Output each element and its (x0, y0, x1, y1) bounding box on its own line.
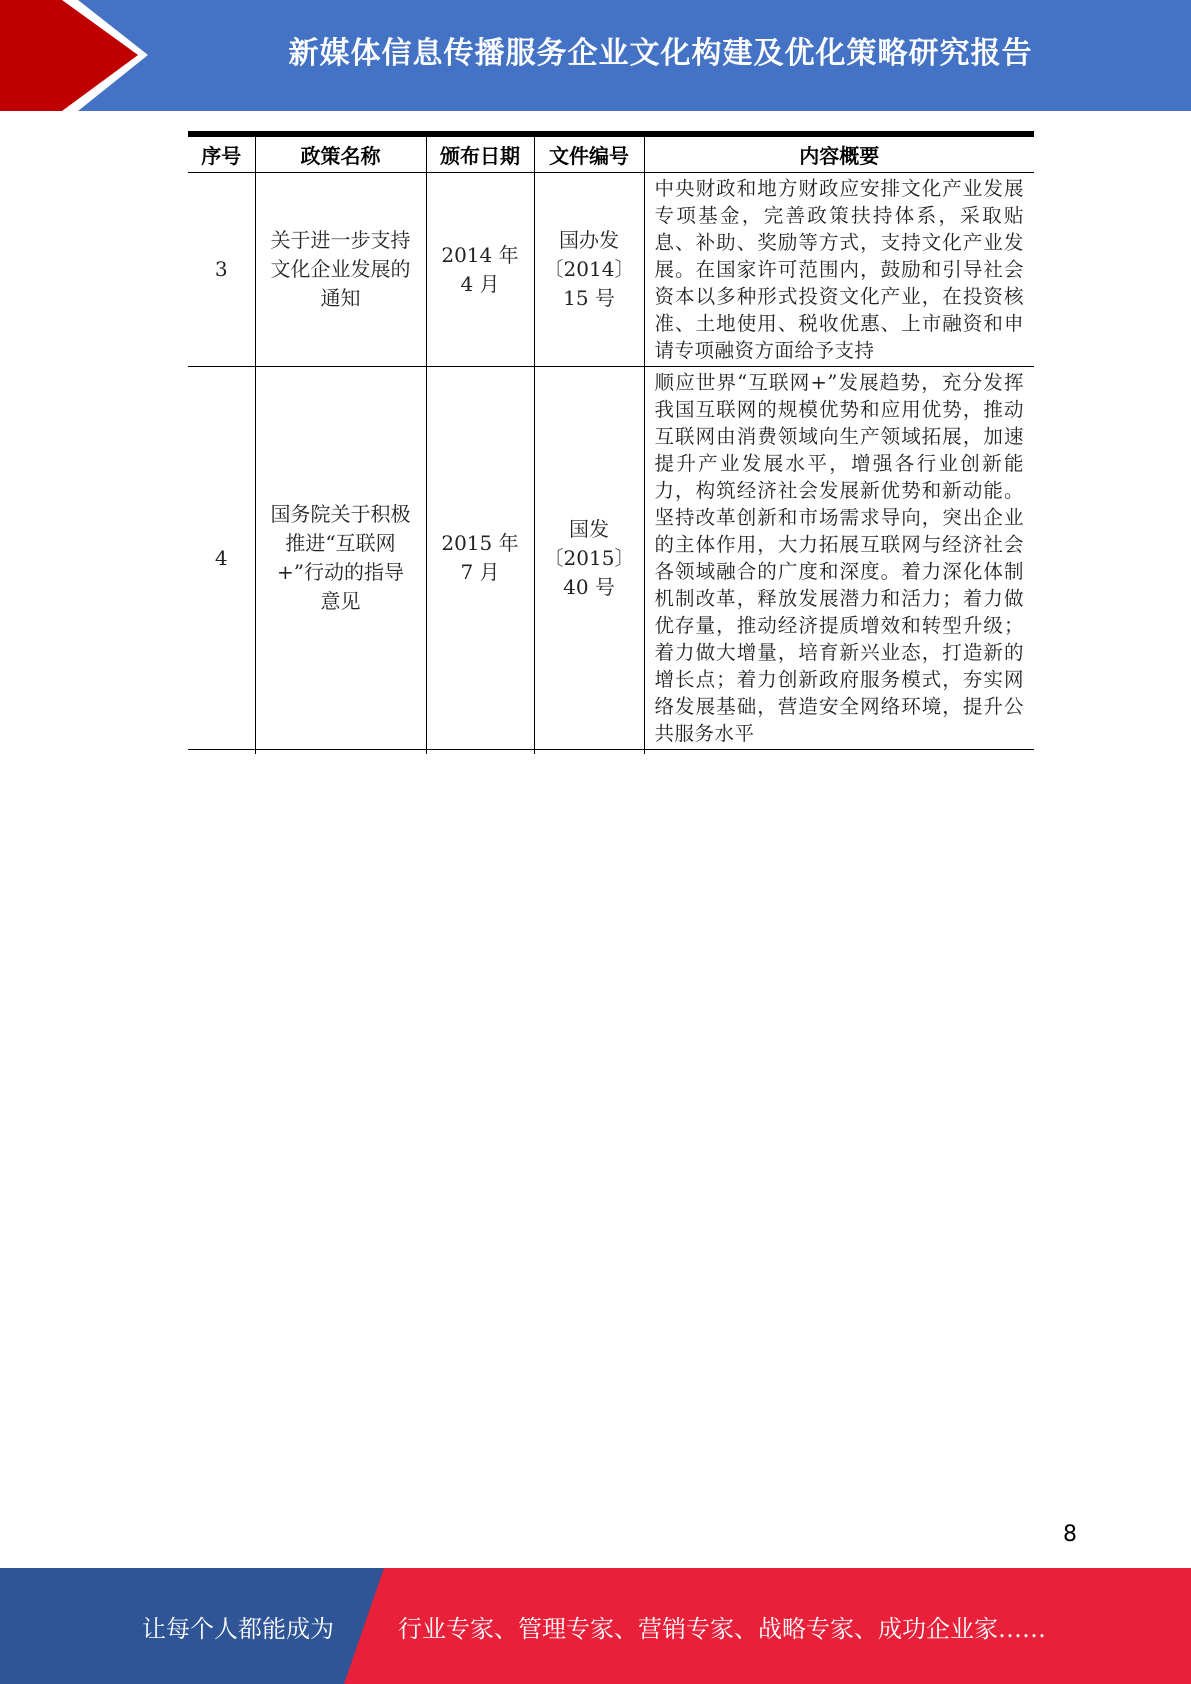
doc-year: 〔2014〕 (543, 257, 635, 281)
footer-slogan-right: 行业专家、管理专家、营销专家、战略专家、成功企业家…… (398, 1614, 1046, 1643)
table-header-row (188, 134, 1034, 173)
column-header-doc-number: 文件编号 (534, 134, 644, 173)
policy-table (188, 131, 1034, 754)
page-header (0, 0, 1191, 111)
page-footer (0, 1568, 1191, 1684)
cell-seq: 4 (188, 367, 255, 750)
cell-doc-number (534, 367, 644, 750)
doc-serial: 15 号 (563, 286, 615, 310)
doc-serial: 40 号 (563, 574, 615, 599)
cell-summary: 中央财政和地方财政应安排文化产业发展专项基金，完善政策扶持体系，采取贴息、补助、奖励等方式，支持文化产业发展。在国家许可范围内，鼓励和引导社会资本以多种形式投资文化产业，在投资核准、土地使用、税收优惠、上市融资和申请专项融资方面给予支持 (644, 173, 1034, 367)
column-header-summary: 内容概要 (644, 134, 1034, 173)
document-title: 新媒体信息传播服务企业文化构建及优化策略研究报告 (288, 36, 1033, 71)
cell-policy-name: 国务院关于积极推进“互联网+”行动的指导意见 (255, 367, 426, 750)
doc-issuer: 国发 (569, 516, 609, 541)
cell-policy-name: 关于进一步支持文化企业发展的通知 (255, 173, 426, 367)
date-year: 2015 年 (441, 531, 519, 555)
table-row (188, 173, 1034, 367)
date-month: 4 月 (460, 271, 500, 296)
cell-date (426, 173, 534, 367)
table-continuation-stub (188, 750, 1034, 755)
column-header-seq: 序号 (188, 134, 255, 173)
date-month: 7 月 (460, 560, 500, 584)
cell-seq: 3 (188, 173, 255, 367)
header-arrow-decoration (0, 0, 160, 111)
page-number: 8 (1063, 1522, 1077, 1547)
cell-doc-number (534, 173, 644, 367)
cell-summary: 顺应世界“互联网+”发展趋势，充分发挥我国互联网的规模优势和应用优势，推动互联网由消费领域向生产领域拓展，加速提升产业发展水平，增强各行业创新能力，构筑经济社会发展新优势和新动能。坚持改革创新和市场需求导向，突出企业的主体作用，大力拓展互联网与经济社会各领域融合的广度和深度。着力深化体制机制改革，释放发展潜力和活力；着力做优存量，推动经济提质增效和转型升级；着力做大增量，培育新兴业态，打造新的增长点；着力创新政府服务模式，夯实网络发展基础，营造安全网络环境，提升公共服务水平 (644, 367, 1034, 750)
doc-year: 〔2015〕 (543, 545, 635, 570)
date-year: 2014 年 (441, 242, 519, 267)
footer-slogan-left: 让每个人都能成为 (142, 1614, 334, 1643)
doc-issuer: 国办发 (559, 228, 619, 252)
table-row (188, 367, 1034, 750)
cell-date (426, 367, 534, 750)
column-header-date: 颁布日期 (426, 134, 534, 173)
column-header-policy-name: 政策名称 (255, 134, 426, 173)
